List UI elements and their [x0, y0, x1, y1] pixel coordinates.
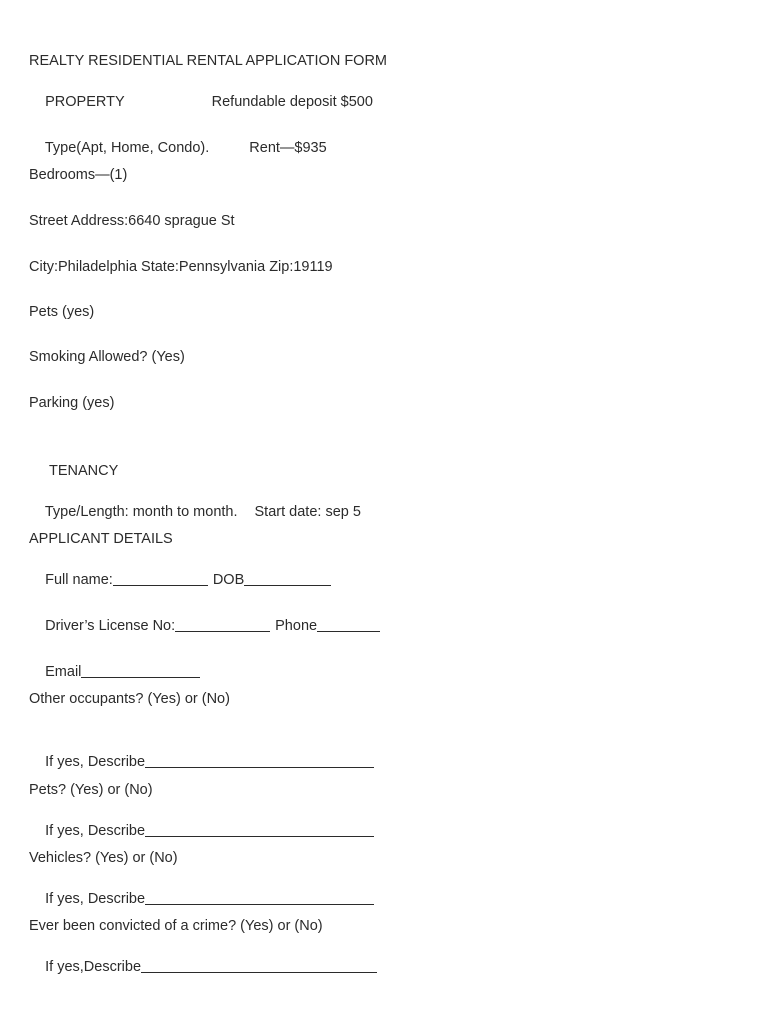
pets-allowed: Pets (yes)	[29, 304, 95, 320]
smoking-allowed: Smoking Allowed? (Yes)	[29, 349, 185, 365]
dob-label: DOB	[212, 572, 245, 588]
occupants-describe-field[interactable]	[145, 753, 374, 768]
email-field[interactable]	[81, 663, 200, 678]
deposit-text: Refundable deposit $500	[211, 94, 373, 110]
dob-field[interactable]	[244, 571, 331, 586]
vehicles-question: Vehicles? (Yes) or (No)	[29, 850, 178, 866]
phone-label: Phone	[275, 618, 318, 634]
property-heading: PROPERTY	[45, 94, 125, 110]
vehicles-describe-field[interactable]	[145, 890, 374, 905]
license-label: Driver’s License No:	[45, 618, 176, 634]
license-phone-row	[29, 599, 380, 634]
email-row	[29, 645, 200, 680]
tenancy-start-date: Start date: sep 5	[254, 504, 361, 520]
form-title: REALTY RESIDENTIAL RENTAL APPLICATION FORM	[29, 53, 388, 69]
property-type: Type(Apt, Home, Condo).	[44, 140, 210, 156]
type-rent-row	[29, 121, 327, 156]
vehicles-describe-row	[29, 872, 374, 907]
city-state-zip: City:Philadelphia State:Pennsylvania Zip:19119	[29, 259, 333, 275]
occupants-describe-row	[29, 735, 374, 770]
occupants-describe-label: If yes, Describe	[45, 754, 146, 770]
property-row	[29, 75, 373, 110]
email-label: Email	[45, 664, 82, 680]
phone-field[interactable]	[317, 617, 380, 632]
pets-question: Pets? (Yes) or (No)	[29, 782, 153, 798]
rent-text: Rent—$935	[249, 140, 327, 156]
occupants-question: Other occupants? (Yes) or (No)	[29, 691, 230, 707]
parking-allowed: Parking (yes)	[29, 395, 115, 411]
applicant-heading: APPLICANT DETAILS	[29, 531, 173, 547]
full-name-field[interactable]	[113, 571, 208, 586]
crime-describe-row	[29, 940, 377, 975]
tenancy-row	[29, 485, 361, 520]
bedrooms-text: Bedrooms—(1)	[29, 167, 128, 183]
full-name-label: Full name:	[45, 572, 113, 588]
tenancy-heading: TENANCY	[49, 463, 119, 479]
street-address: Street Address:6640 sprague St	[29, 213, 235, 229]
crime-describe-field[interactable]	[141, 958, 377, 973]
license-field[interactable]	[175, 617, 270, 632]
pets-describe-row	[29, 804, 374, 839]
crime-describe-label: If yes,Describe	[45, 959, 142, 975]
pets-describe-label: If yes, Describe	[45, 823, 146, 839]
vehicles-describe-label: If yes, Describe	[45, 891, 146, 907]
name-dob-row	[29, 553, 331, 588]
tenancy-type-length: Type/Length: month to month.	[44, 504, 238, 520]
crime-question: Ever been convicted of a crime? (Yes) or (No)	[29, 918, 323, 934]
pets-describe-field[interactable]	[145, 822, 374, 837]
